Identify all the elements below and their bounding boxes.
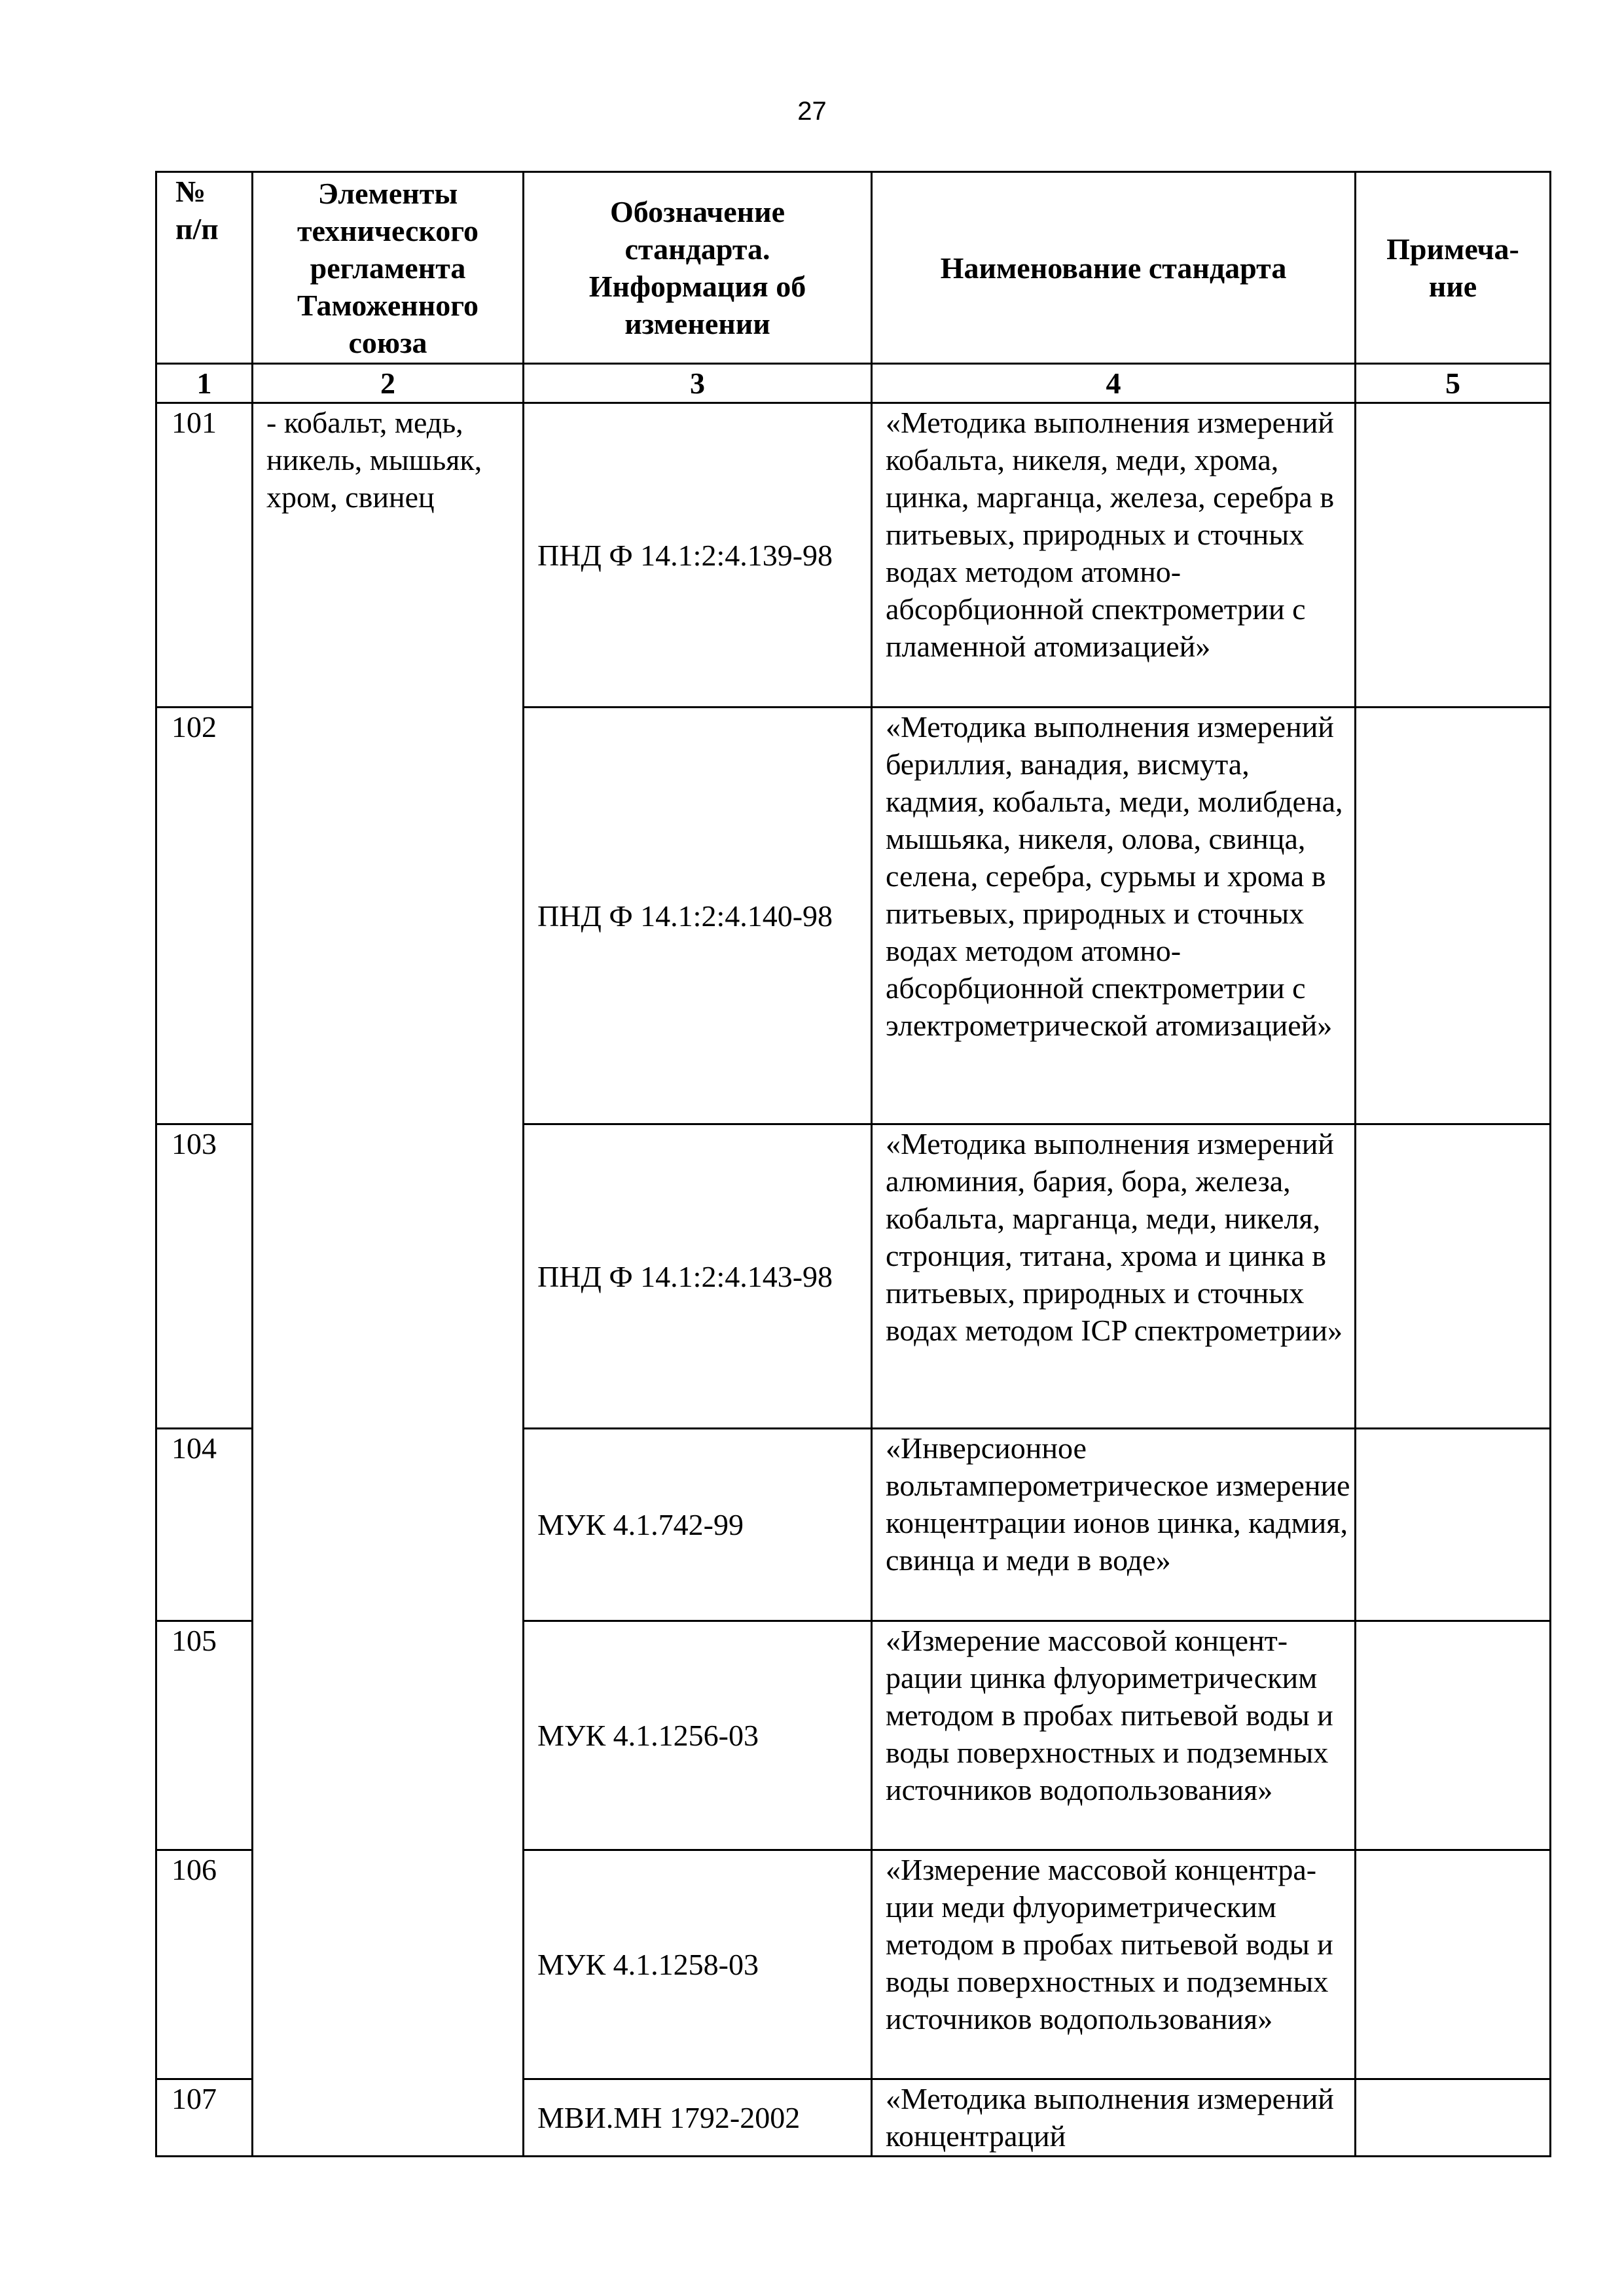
standard-code: ПНД Ф 14.1:2:4.139-98 bbox=[524, 403, 872, 708]
column-index-row bbox=[156, 364, 1551, 403]
standards-table bbox=[155, 171, 1551, 2157]
note-cell bbox=[1356, 2079, 1551, 2157]
column-index: 1 bbox=[156, 364, 253, 403]
standard-name: «Методика выполнения измерений кобальта, никеля, меди, хрома, цинка, марганца, железа, серебра в питьевых, природных и сточных водах методом атомно-абсорбционной спектрометрии с пламенной атомизацией» bbox=[872, 403, 1356, 708]
note-cell bbox=[1356, 403, 1551, 708]
header-number: № п/п bbox=[156, 172, 253, 364]
column-index: 5 bbox=[1356, 364, 1551, 403]
standard-code: ПНД Ф 14.1:2:4.140-98 bbox=[524, 708, 872, 1124]
note-cell bbox=[1356, 1124, 1551, 1429]
column-index: 2 bbox=[253, 364, 524, 403]
row-number: 104 bbox=[156, 1429, 253, 1621]
row-number: 102 bbox=[156, 708, 253, 1124]
standard-code: ПНД Ф 14.1:2:4.143-98 bbox=[524, 1124, 872, 1429]
header-regulation-elements: Элементы технического регламента Таможенного союза bbox=[253, 172, 524, 364]
regulation-element: - кобальт, медь, никель, мышьяк, хром, свинец bbox=[253, 403, 524, 2157]
header-note: Примеча-ние bbox=[1356, 172, 1551, 364]
note-cell bbox=[1356, 1621, 1551, 1850]
header-standard-designation: Обозначение стандарта. Информация об изменении bbox=[524, 172, 872, 364]
standard-name: «Измерение массовой концентра-ции меди флуориметрическим методом в пробах питьевой воды и воды поверхностных и подземных источников водопользования» bbox=[872, 1850, 1356, 2079]
header-standard-name: Наименование стандарта bbox=[872, 172, 1356, 364]
row-number: 103 bbox=[156, 1124, 253, 1429]
row-number: 107 bbox=[156, 2079, 253, 2157]
row-number: 105 bbox=[156, 1621, 253, 1850]
note-cell bbox=[1356, 1850, 1551, 2079]
standard-name: «Методика выполнения измерений бериллия, ванадия, висмута, кадмия, кобальта, меди, молибдена, мышьяка, никеля, олова, свинца, селена, серебра, сурьмы и хрома в питьевых, природных и сточных водах методом атомно-абсорбционной спектрометрии с электрометрической атомизацией» bbox=[872, 708, 1356, 1124]
standard-name: «Измерение массовой концент-рации цинка флуориметрическим методом в пробах питьевой воды и воды поверхностных и подземных источников водопользования» bbox=[872, 1621, 1356, 1850]
column-index: 3 bbox=[524, 364, 872, 403]
standard-name: «Методика выполнения измерений концентраций bbox=[872, 2079, 1356, 2157]
column-index: 4 bbox=[872, 364, 1356, 403]
row-number: 106 bbox=[156, 1850, 253, 2079]
standard-code: МУК 4.1.1256-03 bbox=[524, 1621, 872, 1850]
note-cell bbox=[1356, 1429, 1551, 1621]
note-cell bbox=[1356, 708, 1551, 1124]
page-number: 27 bbox=[797, 97, 827, 126]
standard-name: «Методика выполнения измерений алюминия, бария, бора, железа, кобальта, марганца, меди, никеля, стронция, титана, хрома и цинка в питьевых, природных и сточных водах методом ICP спектрометрии» bbox=[872, 1124, 1356, 1429]
table-header-row bbox=[156, 172, 1551, 364]
standard-code: МВИ.МН 1792-2002 bbox=[524, 2079, 872, 2157]
row-number: 101 bbox=[156, 403, 253, 708]
standard-name: «Инверсионное вольтамперометрическое измерение концентрации ионов цинка, кадмия, свинца и меди в воде» bbox=[872, 1429, 1356, 1621]
table-row bbox=[156, 403, 1551, 708]
standard-code: МУК 4.1.742-99 bbox=[524, 1429, 872, 1621]
standard-code: МУК 4.1.1258-03 bbox=[524, 1850, 872, 2079]
